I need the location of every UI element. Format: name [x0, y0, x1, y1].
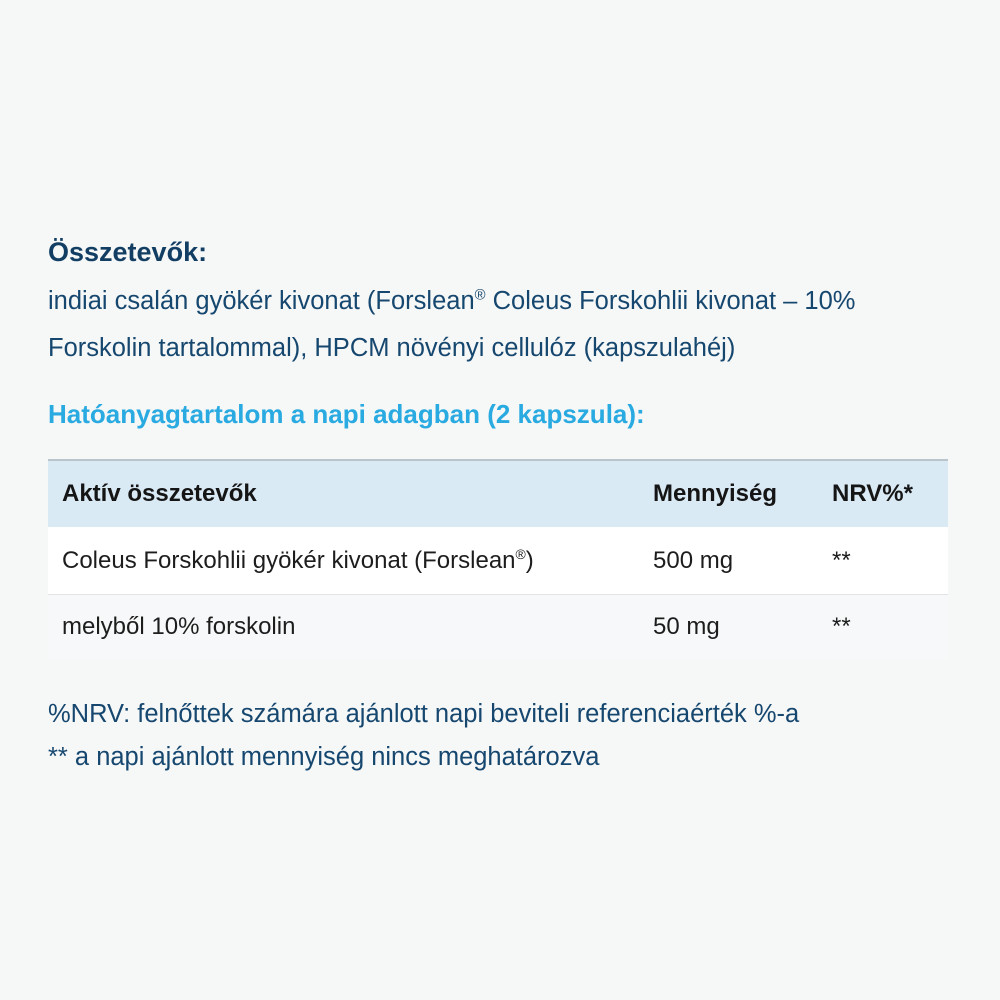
- table-header-amount: Mennyiség: [653, 480, 778, 507]
- footnotes: [48, 693, 948, 779]
- registered-trademark-symbol: ®: [474, 287, 486, 304]
- table-cell-nrv: **: [832, 546, 851, 574]
- dosage-heading: Hatóanyagtartalom a napi adagban (2 kapszula):: [48, 399, 645, 429]
- table-header-row: [48, 461, 948, 527]
- ingredients-heading: Összetevők:: [48, 237, 208, 267]
- registered-trademark-symbol: ®: [515, 545, 526, 562]
- table-row: [48, 595, 948, 659]
- table-cell-ingredient-name: [48, 547, 653, 575]
- table-header-active-ingredients: Aktív összetevők: [62, 480, 257, 507]
- ingredients-body-line2: Forskolin tartalommal), HPCM növényi cellulóz (kapszulahéj): [48, 334, 736, 362]
- table-cell-nrv: **: [832, 613, 851, 640]
- footnote-asterisk-definition: ** a napi ajánlott mennyiség nincs meghatározva: [48, 743, 600, 771]
- ingredients-body-line1-post: Coleus Forskohlii kivonat – 10%: [485, 287, 856, 315]
- table-cell-ingredient-name: melyből 10% forskolin: [62, 613, 296, 640]
- table-row: [48, 527, 948, 595]
- table-cell-amount: 50 mg: [653, 613, 720, 640]
- footnote-nrv-definition: %NRV: felnőttek számára ajánlott napi beviteli referenciaérték %-a: [48, 700, 800, 728]
- row1-name-post: ): [525, 546, 534, 574]
- table-cell-amount: 500 mg: [653, 546, 734, 574]
- active-ingredients-table: [48, 459, 948, 659]
- ingredients-body: [48, 278, 948, 372]
- ingredients-body-line1-pre: indiai csalán gyökér kivonat (Forslean: [48, 287, 475, 315]
- row1-name-pre: Coleus Forskohlii gyökér kivonat (Forslean: [62, 546, 516, 574]
- table-header-nrv: NRV%*: [832, 480, 913, 507]
- ingredients-body-line1: [48, 278, 948, 325]
